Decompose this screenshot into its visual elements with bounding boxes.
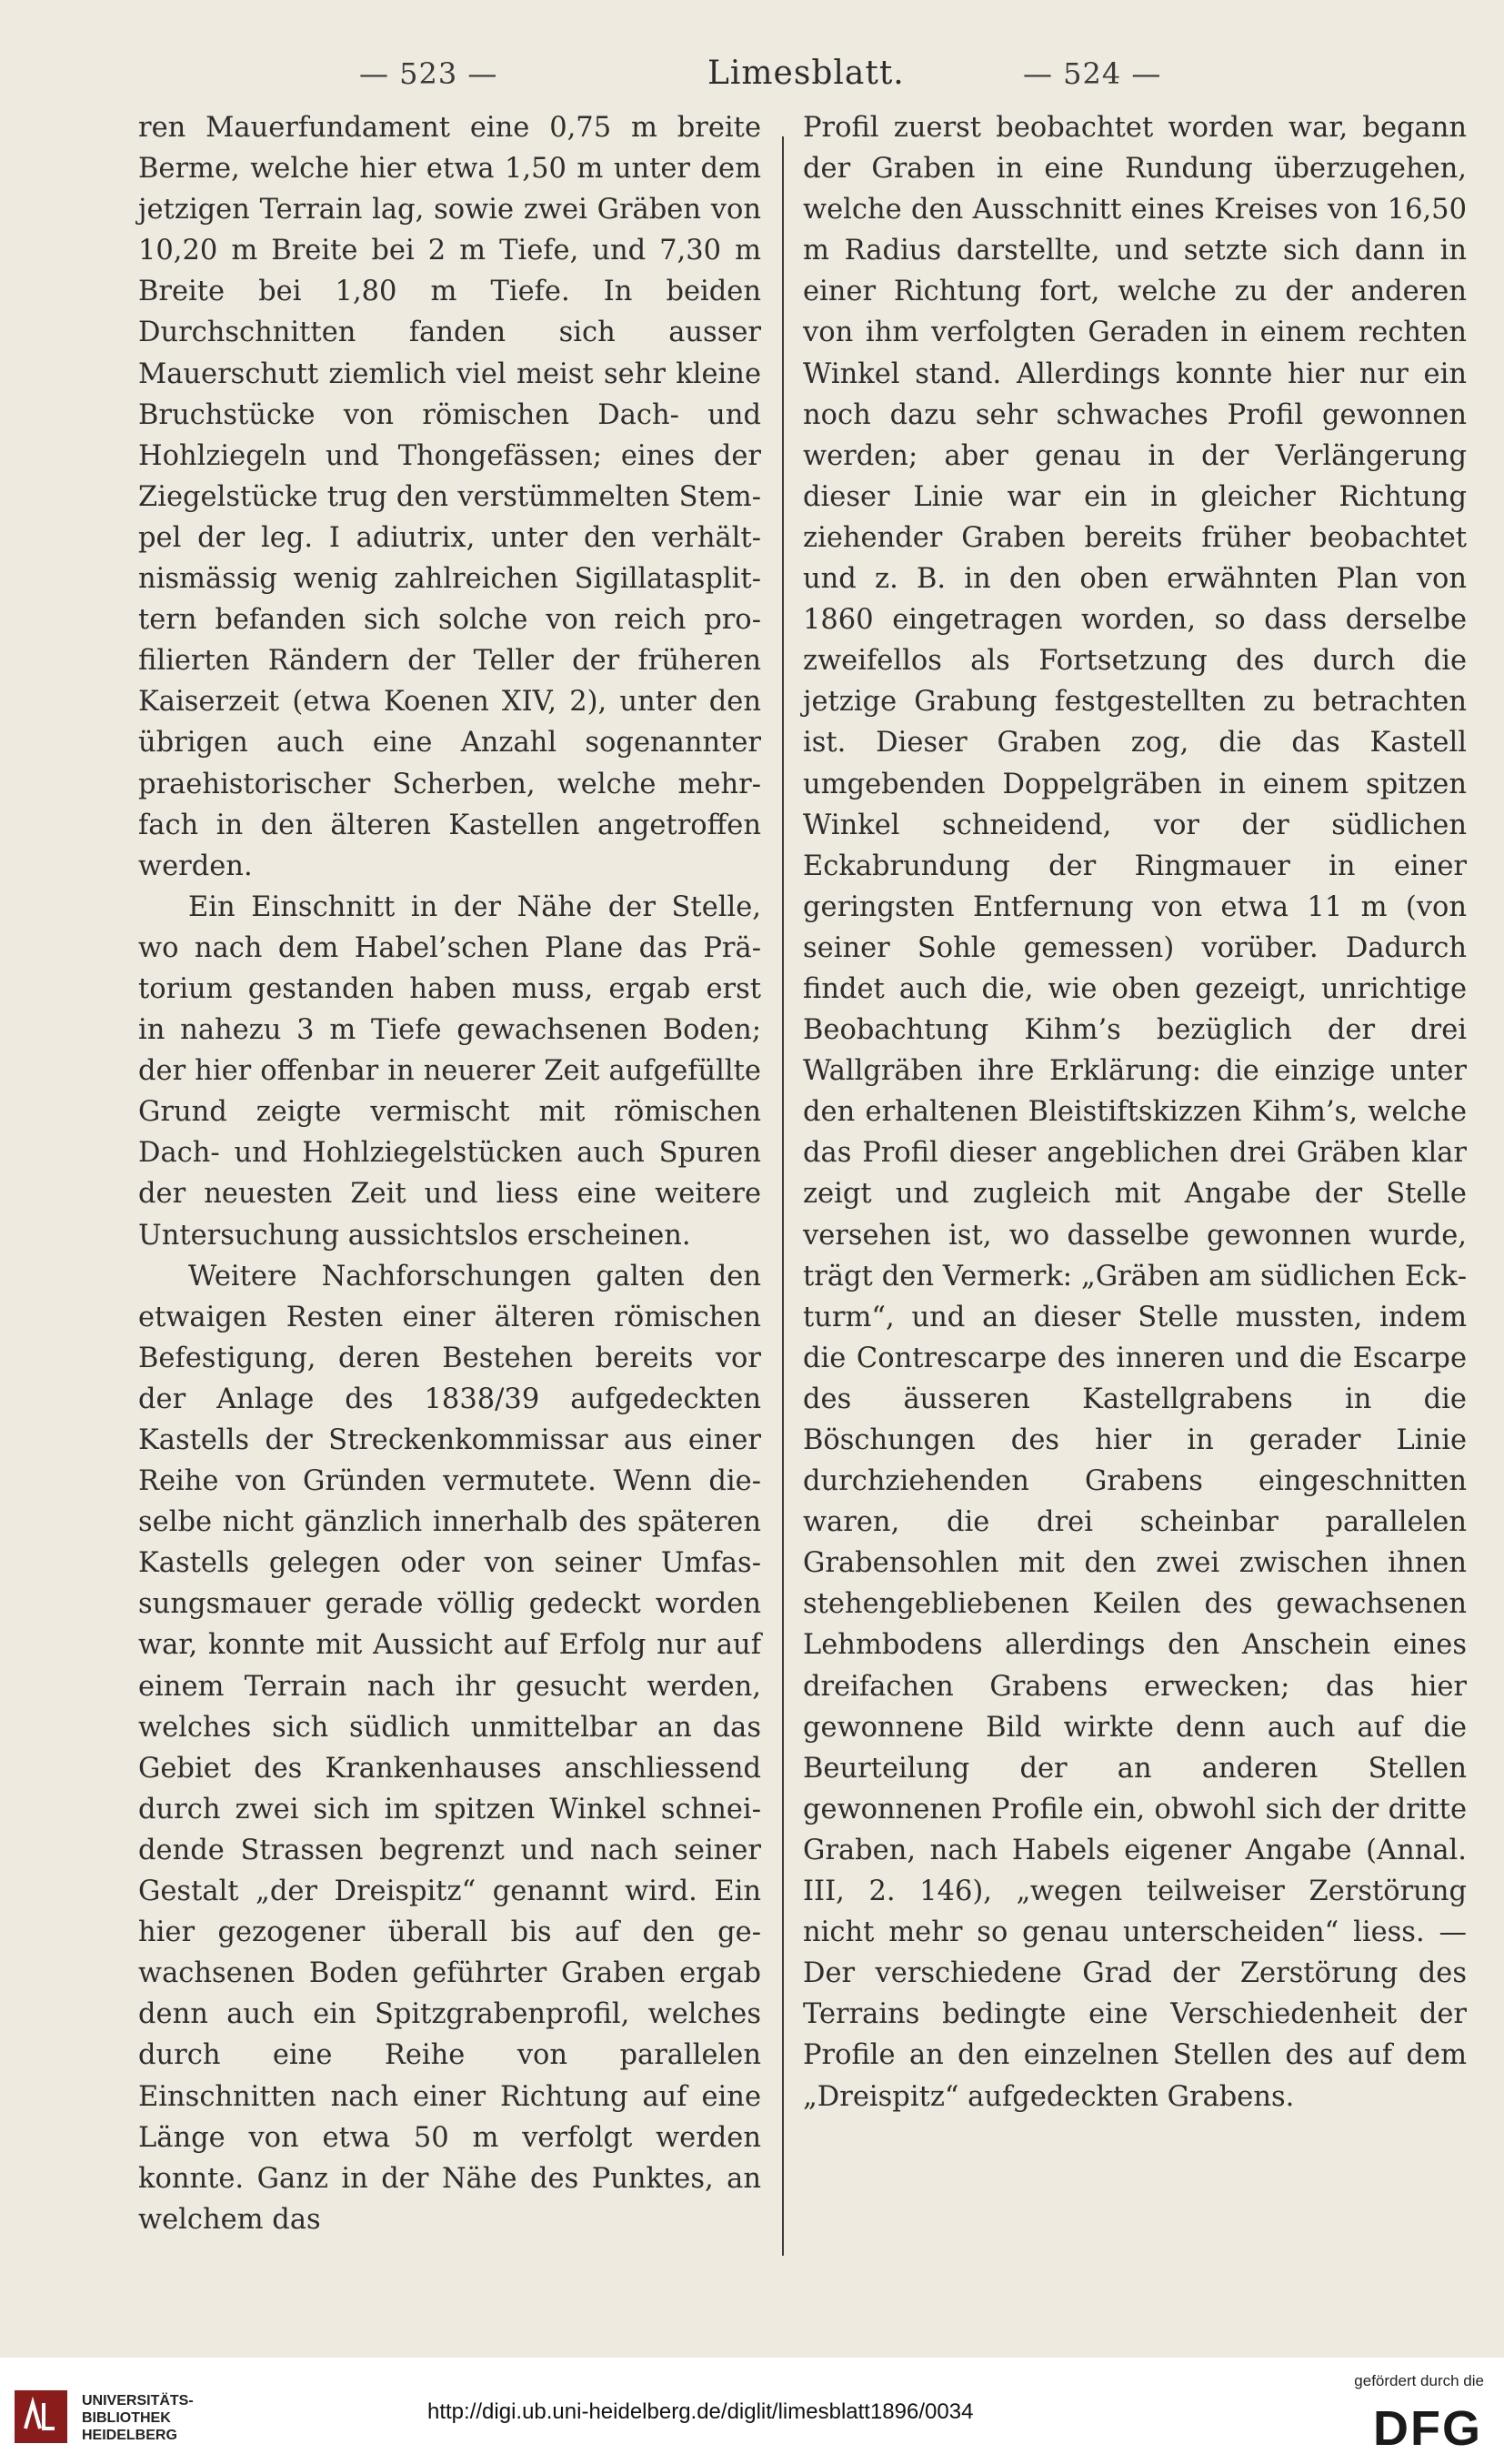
- paragraph: ren Mauerfundament eine 0,75 m breite Berme, welche hier etwa 1,50 m unter dem jetzigen Terrain lag, sowie zwei Gräben von 10,20 m Breite bei 2 m Tiefe, und 7,30 m Breite bei 1,80 m Tiefe. In beiden Durchschnitten fanden sich ausser Mauerschutt ziemlich viel meist sehr kleine Bruchstücke von römischen Dach- und Hohlziegeln und Thongefässen; eines der Ziegelstücke trug den verstümmelten Stempel der leg. I adiutrix, unter den verhältnismässig wenig zahlreichen Sigillatasplittern befanden sich solche von reich profilierten Rändern der Teller der früheren Kaiserzeit (etwa Koenen XIV, 2), unter den übrigen auch eine Anzahl sogenannter praehistorischer Scherben, welche mehrfach in den älteren Kastellen angetroffen werden.: [138, 112, 761, 882]
- funder-label: gefördert durch die: [1354, 2372, 1484, 2389]
- library-logo[interactable]: [13, 2385, 204, 2449]
- right-column: [803, 107, 1467, 2117]
- library-name-line: UNIVERSITÄTS-: [82, 2393, 194, 2409]
- running-head: [0, 47, 1504, 102]
- dfg-logo-text: DFG: [1373, 2401, 1482, 2452]
- page-number-right: — 524 —: [1023, 56, 1162, 91]
- library-name-line: HEIDELBERG: [82, 2428, 177, 2443]
- page-number-left: — 523 —: [359, 56, 498, 91]
- permalink-url[interactable]: http://digi.ub.uni-heidelberg.de/diglit/limesblatt1896/0034: [427, 2399, 974, 2424]
- funder-block: [1293, 2372, 1484, 2456]
- paragraph: Profil zuerst beobachtet worden war, begann der Graben in eine Rundung überzugehen, welche den Ausschnitt eines Kreises von 16,50 m Radius darstellte, und setzte sich dann in einer Richtung fort, welche zu der anderen von ihm verfolgten Geraden in einem rechten Winkel stand. Allerdings konnte hier nur ein noch dazu sehr schwaches Profil gewonnen werden; aber genau in der Verlängerung dieser Linie war ein in gleicher Richtung ziehender Graben bereits früher beobachtet und z. B. in den oben erwähnten Plan von 1860 eingetragen worden, so dass derselbe zweifellos als Fortsetzung des durch die jetzige Grabung festgestellten zu betrachten ist. Dieser Graben zog, die das Kastell umgebenden Doppelgräben in einem spitzen Winkel schneidend, vor der südlichen Eckabrundung der Ringmauer in einer geringsten Entfernung von etwa 11 m (von seiner Sohle gemessen) vorüber. Dadurch findet auch die, wie oben gezeigt, unrichtige Beobachtung Kihm’s bezüglich der drei Wallgräben ihre Erklärung: die einzige unter den erhaltenen Bleistiftskizzen Kihm’s, welche das Profil dieser angeblichen drei Gräben klar zeigt und zugleich mit Angabe der Stelle versehen ist, wo dasselbe gewonnen wurde, trägt den Vermerk: „Gräben am südlichen Eckturm“, und an dieser Stelle mussten, indem die Contrescarpe des inneren und die Escarpe des äusseren Kastellgrabens in die Böschungen des hier in gerader Linie durchziehenden Grabens eingeschnitten waren, die drei scheinbar parallelen Grabensohlen mit den zwei zwischen ihnen stehengebliebenen Keilen des gewachsenen Lehmbodens allerdings den Anschein eines dreifachen Grabens erwecken; das hier gewonnene Bild wirkte denn auch auf die Beurteilung der an anderen Stellen gewonnenen Profile ein, obwohl sich der dritte Graben, nach Habels eigener Angabe (Annal. III, 2. 146), „wegen teilweiser Zerstörung nicht mehr so genau unterscheiden“ liess. — Der verschiedene Grad der Zerstörung des Terrains bedingte eine Verschiedenheit der Profile an den einzelnen Stellen des auf dem „Dreispitz“ aufgedeckten Grabens.: [803, 112, 1467, 2113]
- journal-title: Limesblatt.: [707, 55, 905, 92]
- left-column: [138, 107, 761, 2240]
- library-seal-icon: [13, 2389, 69, 2445]
- footer-bar: [0, 2358, 1504, 2464]
- paragraph: Weitere Nachforschungen galten den etwaigen Resten einer älteren römischen Befestigung, deren Bestehen bereits vor der Anlage des 1838/39 aufgedeckten Kastells der Streckenkommissar aus einer Reihe von Gründen vermutete. Wenn dieselbe nicht gänzlich innerhalb des späteren Kastells gelegen oder von seiner Umfassungsmauer gerade völlig gedeckt worden war, konnte mit Aussicht auf Erfolg nur auf einem Terrain nach ihr gesucht werden, welches sich südlich unmittelbar an das Gebiet des Krankenhauses anschliessend durch zwei sich im spitzen Winkel schneidende Strassen begrenzt und nach seiner Gestalt „der Dreispitz“ genannt wird. Ein hier gezogener überall bis auf den gewachsenen Boden geführter Graben ergab denn auch ein Spitzgrabenprofil, welches durch eine Reihe von parallelen Einschnitten nach einer Richtung auf eine Länge von etwa 50 m verfolgt werden konnte. Ganz in der Nähe des Punktes, an welchem das: [138, 1260, 761, 2236]
- dfg-logo[interactable]: [1329, 2399, 1484, 2452]
- paragraph: Ein Einschnitt in der Nähe der Stelle, wo nach dem Habel’schen Plane das Prätorium gestanden haben muss, ergab erst in nahezu 3 m Tiefe gewachsenen Boden; der hier offenbar in neuerer Zeit aufgefüllte Grund zeigte vermischt mit römischen Dach- und Hohlziegelstücken auch Spuren der neuesten Zeit und liess eine weitere Untersuchung aussichtslos erscheinen.: [138, 890, 761, 1252]
- column-divider: [782, 136, 784, 2256]
- library-name-line: BIBLIOTHEK: [82, 2410, 171, 2426]
